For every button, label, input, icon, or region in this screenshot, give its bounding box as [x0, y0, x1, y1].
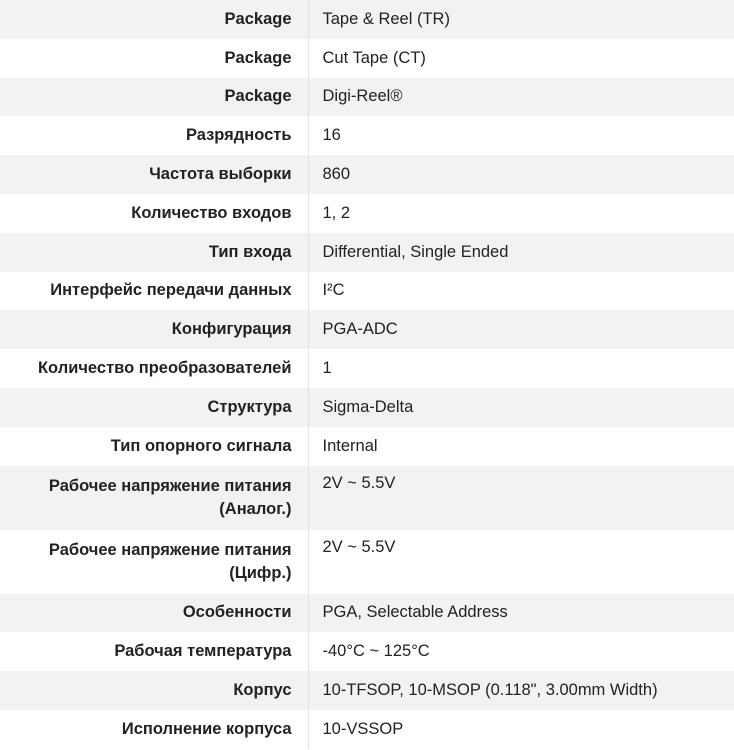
spec-value: PGA-ADC: [308, 310, 734, 349]
spec-label: Package: [0, 39, 308, 78]
spec-value: Tape & Reel (TR): [308, 0, 734, 39]
spec-value: Differential, Single Ended: [308, 233, 734, 272]
spec-value: 10-VSSOP: [308, 710, 734, 749]
spec-value: Digi-Reel®: [308, 78, 734, 117]
spec-row: [0, 310, 734, 349]
spec-value: 10-TFSOP, 10-MSOP (0.118", 3.00mm Width): [308, 671, 734, 710]
spec-value: Cut Tape (CT): [308, 39, 734, 78]
spec-value: 2V ~ 5.5V: [308, 530, 734, 594]
spec-row: [0, 39, 734, 78]
spec-value: Sigma-Delta: [308, 388, 734, 427]
spec-row: [0, 116, 734, 155]
spec-value: 1, 2: [308, 194, 734, 233]
spec-label: Особенности: [0, 594, 308, 633]
spec-label: Тип опорного сигнала: [0, 427, 308, 466]
spec-row: [0, 632, 734, 671]
spec-row: [0, 78, 734, 117]
spec-value: 860: [308, 155, 734, 194]
spec-label: Разрядность: [0, 116, 308, 155]
spec-value: I²C: [308, 272, 734, 311]
spec-label: Корпус: [0, 671, 308, 710]
spec-label: Package: [0, 78, 308, 117]
spec-value: 1: [308, 349, 734, 388]
spec-value: 16: [308, 116, 734, 155]
spec-label: Интерфейс передачи данных: [0, 272, 308, 311]
spec-row: [0, 466, 734, 530]
spec-row: [0, 272, 734, 311]
spec-label: Количество преобразователей: [0, 349, 308, 388]
spec-row: [0, 349, 734, 388]
spec-row: [0, 594, 734, 633]
spec-value: 2V ~ 5.5V: [308, 466, 734, 530]
spec-label: Частота выборки: [0, 155, 308, 194]
spec-row: [0, 388, 734, 427]
spec-row: [0, 530, 734, 594]
spec-row: [0, 0, 734, 39]
spec-label: Рабочая температура: [0, 632, 308, 671]
spec-label: Рабочее напряжение питания (Аналог.): [0, 466, 308, 530]
spec-row: [0, 155, 734, 194]
spec-row: [0, 671, 734, 710]
spec-value: Internal: [308, 427, 734, 466]
spec-label: Исполнение корпуса: [0, 710, 308, 749]
spec-label: Package: [0, 0, 308, 39]
spec-value: -40°C ~ 125°C: [308, 632, 734, 671]
spec-label: Рабочее напряжение питания (Цифр.): [0, 530, 308, 594]
spec-row: [0, 710, 734, 749]
spec-row: [0, 233, 734, 272]
spec-label: Количество входов: [0, 194, 308, 233]
spec-label: Структура: [0, 388, 308, 427]
spec-row: [0, 194, 734, 233]
spec-row: [0, 427, 734, 466]
spec-value: PGA, Selectable Address: [308, 594, 734, 633]
spec-label: Конфигурация: [0, 310, 308, 349]
spec-label: Тип входа: [0, 233, 308, 272]
